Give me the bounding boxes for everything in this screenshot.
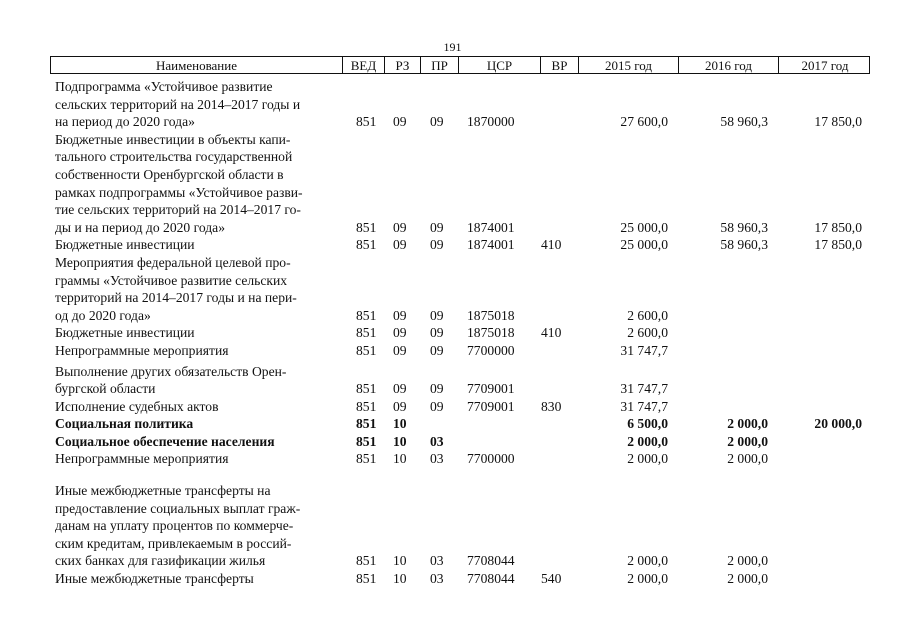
- row-name: Бюджетные инвестиции: [55, 237, 195, 253]
- cell-pr: 09: [430, 237, 444, 253]
- cell-csr: 7700000: [467, 451, 515, 467]
- cell-ved: 851: [356, 416, 377, 432]
- cell-y2017: 17 850,0: [814, 114, 862, 130]
- cell-y2016: 2 000,0: [727, 571, 768, 587]
- cell-csr: 1874001: [467, 237, 515, 253]
- cell-y2015: 31 747,7: [620, 398, 668, 414]
- cell-y2016: 2 000,0: [727, 433, 768, 449]
- cell-rz: 09: [393, 381, 407, 397]
- cell-rz: 09: [393, 219, 407, 235]
- cell-rz: 09: [393, 398, 407, 414]
- cell-rz: 10: [393, 416, 407, 432]
- cell-y2015: 6 500,0: [627, 416, 668, 432]
- cell-rz: 09: [393, 114, 407, 130]
- cell-pr: 03: [430, 571, 444, 587]
- cell-rz: 10: [393, 451, 407, 467]
- cell-ved: 851: [356, 342, 377, 358]
- row-name: Мероприятия федеральной целевой про- граммы «Устойчивое развитие сельских территорий на 2014–2017 годы и на пери- од до 2020 года»: [55, 254, 297, 323]
- header-ved: ВЕД: [343, 57, 385, 73]
- cell-y2016: 2 000,0: [727, 451, 768, 467]
- table-row: [0, 570, 905, 588]
- cell-y2016: 58 960,3: [720, 114, 768, 130]
- table-row: [0, 415, 905, 433]
- cell-vr: 410: [541, 237, 562, 253]
- cell-vr: 410: [541, 325, 562, 341]
- table-row: [0, 236, 905, 254]
- cell-y2015: 2 000,0: [627, 553, 668, 569]
- cell-y2015: 2 600,0: [627, 325, 668, 341]
- cell-ved: 851: [356, 571, 377, 587]
- cell-ved: 851: [356, 398, 377, 414]
- cell-ved: 851: [356, 114, 377, 130]
- cell-csr: 7708044: [467, 553, 515, 569]
- cell-pr: 09: [430, 219, 444, 235]
- cell-ved: 851: [356, 381, 377, 397]
- cell-csr: 1870000: [467, 114, 515, 130]
- table-row: [0, 254, 905, 324]
- cell-csr: 1875018: [467, 325, 515, 341]
- cell-rz: 09: [393, 237, 407, 253]
- cell-y2015: 2 000,0: [627, 451, 668, 467]
- cell-y2017: 17 850,0: [814, 219, 862, 235]
- row-name: Подпрограмма «Устойчивое развитие сельских территорий на 2014–2017 годы и на период до 2020 года»: [55, 79, 301, 130]
- row-name: Исполнение судебных актов: [55, 398, 219, 414]
- cell-vr: 540: [541, 571, 562, 587]
- cell-y2015: 2 000,0: [627, 433, 668, 449]
- cell-pr: 03: [430, 451, 444, 467]
- cell-csr: 1874001: [467, 219, 515, 235]
- row-name: Социальное обеспечение населения: [55, 433, 275, 449]
- header-2016: 2016 год: [679, 57, 779, 73]
- header-csr: ЦСР: [459, 57, 541, 73]
- cell-y2016: 58 960,3: [720, 237, 768, 253]
- table-row: [0, 78, 905, 131]
- cell-ved: 851: [356, 325, 377, 341]
- table-row: [0, 450, 905, 468]
- cell-rz: 10: [393, 571, 407, 587]
- cell-pr: 09: [430, 307, 444, 323]
- cell-y2015: 31 747,7: [620, 381, 668, 397]
- row-name: Бюджетные инвестиции в объекты капи- тального строительства государственной собственности Оренбургской области в рамках подпрограммы «Устойчивое разви- тие сельских территорий на 2014–2017 го- ды и на период до 2020 года»: [55, 131, 303, 235]
- cell-y2016: 58 960,3: [720, 219, 768, 235]
- table-row: [0, 342, 905, 360]
- row-name: Иные межбюджетные трансферты на предоставление социальных выплат граж- данам на уплату процентов по коммерче- ским кредитам, привлекаемым в россий- ских банках для газификации жилья: [55, 483, 301, 569]
- cell-y2015: 25 000,0: [620, 237, 668, 253]
- cell-y2015: 27 600,0: [620, 114, 668, 130]
- header-vr: ВР: [541, 57, 579, 73]
- cell-pr: 09: [430, 114, 444, 130]
- cell-pr: 09: [430, 325, 444, 341]
- table-row: [0, 363, 905, 398]
- cell-rz: 09: [393, 325, 407, 341]
- row-name: Иные межбюджетные трансферты: [55, 571, 254, 587]
- row-name: Непрограммные мероприятия: [55, 451, 229, 467]
- cell-ved: 851: [356, 433, 377, 449]
- table-row: [0, 398, 905, 416]
- cell-y2017: 17 850,0: [814, 237, 862, 253]
- cell-ved: 851: [356, 451, 377, 467]
- header-2015: 2015 год: [579, 57, 679, 73]
- cell-y2015: 25 000,0: [620, 219, 668, 235]
- cell-csr: 7708044: [467, 571, 515, 587]
- cell-ved: 851: [356, 237, 377, 253]
- row-name: Социальная политика: [55, 416, 194, 432]
- row-name: Бюджетные инвестиции: [55, 325, 195, 341]
- cell-csr: 7709001: [467, 381, 515, 397]
- cell-csr: 1875018: [467, 307, 515, 323]
- cell-pr: 03: [430, 433, 444, 449]
- table-row: [0, 482, 905, 570]
- cell-pr: 09: [430, 381, 444, 397]
- cell-y2017: 20 000,0: [814, 416, 862, 432]
- cell-vr: 830: [541, 398, 562, 414]
- cell-y2016: 2 000,0: [727, 553, 768, 569]
- cell-pr: 09: [430, 342, 444, 358]
- cell-ved: 851: [356, 219, 377, 235]
- table-row: [0, 433, 905, 451]
- cell-y2015: 2 600,0: [627, 307, 668, 323]
- header-name: Наименование: [51, 57, 343, 73]
- header-rz: РЗ: [385, 57, 421, 73]
- cell-rz: 09: [393, 342, 407, 358]
- table-row: [0, 324, 905, 342]
- table-header: [50, 56, 870, 74]
- row-name: Выполнение других обязательств Орен- бургской области: [55, 363, 287, 397]
- cell-rz: 09: [393, 307, 407, 323]
- cell-csr: 7709001: [467, 398, 515, 414]
- cell-pr: 09: [430, 398, 444, 414]
- cell-rz: 10: [393, 553, 407, 569]
- table-body: [0, 78, 905, 588]
- cell-y2015: 31 747,7: [620, 342, 668, 358]
- table-row: [0, 131, 905, 237]
- cell-csr: 7700000: [467, 342, 515, 358]
- page-number: 191: [443, 40, 462, 54]
- cell-pr: 03: [430, 553, 444, 569]
- header-pr: ПР: [421, 57, 459, 73]
- cell-ved: 851: [356, 553, 377, 569]
- header-2017: 2017 год: [801, 58, 849, 73]
- cell-rz: 10: [393, 433, 407, 449]
- cell-y2015: 2 000,0: [627, 571, 668, 587]
- cell-ved: 851: [356, 307, 377, 323]
- cell-y2016: 2 000,0: [727, 416, 768, 432]
- row-name: Непрограммные мероприятия: [55, 342, 229, 358]
